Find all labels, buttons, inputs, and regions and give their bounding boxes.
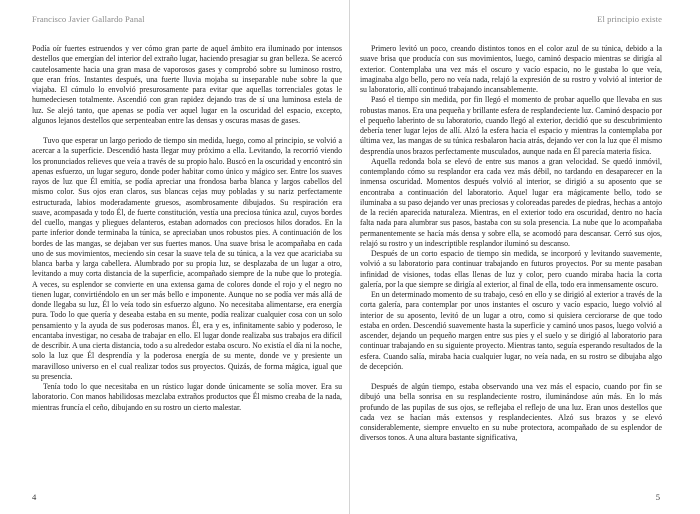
right-page [350, 0, 700, 514]
left-page-body [32, 44, 342, 489]
paragraph: Pasó el tiempo sin medida, por fin llegó el momento de probar aquello que llevaba en sus robustas manos. Era una pequeña y brillante esfera de resplandeciente luz. Caminó despacio por el pequeño laberinto de su laboratorio, cuando llegó al exterior, decidió que su descubrimiento debería tener lugar lejos de allí. Alzó la esfera hacia el espacio y mientras la contemplaba por última vez, las mangas de su túnica resbalaron hacia atrás, dejando ver con la luz que él mismo desprendía unos brazos perfectamente musculados, aunque nada en Él parecía materia física. [360, 95, 662, 156]
paragraph: Aquella redonda bola se elevó de entre sus manos a gran velocidad. Se quedó inmóvil, contemplando cómo su resplandor era cada vez más débil, no tardando en desaparecer en la inmensa oscuridad. Momentos después volvió al interior, se dirigió a su aposento que se encontraba a continuación del laboratorio. Aquel lugar era mágicamente bello, todo se iluminaba a su paso dejando ver unas preciosas y coloreadas paredes de piedras, hechas a antojo de la recién aparecida naturaleza. Mientras, en el exterior todo era oscuridad, dentro no hacía falta nada para alumbrar sus pasos, bastaba con su sola presencia. La nube que lo acompañaba permanentemente se hacía más densa y sobre ella, se acomodó para descansar. Cerró sus ojos, relajó su rostro y un indescriptible resplandor iluminó su descanso. [360, 156, 662, 248]
page-number: 5 [655, 492, 660, 502]
paragraph: Después de algún tiempo, estaba observando una vez más el espacio, cuando por fin se dibujó una bella sonrisa en su resplandeciente rostro, iluminándose aún más. En lo más profundo de las pupilas de sus ojos, se reflejaba el reflejo de una luz. Eran unos destellos que cada vez se hacían más extensos y resplandecientes. Alzó sus brazos y se elevó considerablemente, siempre envuelto en su nube protectora, acompañado de su esplendor de diversos tonos. A una altura bastante significativa, [360, 382, 662, 443]
running-head-title: El principio existe [597, 14, 662, 24]
page-number: 4 [32, 492, 37, 502]
paragraph: En un determinado momento de su trabajo, cesó en ello y se dirigió al exterior a través de la corta galería, para contemplar por unos instantes el oscuro y vacío espacio, luego volvió al interior de su aposento, levitó de un lugar a otro, como si quisiera cerciorarse de que todo estaba en orden. Descendió suavemente hasta la superficie y caminó unos pasos, luego volvió a ascender, dejando un pequeño margen entre sus pies y el suelo y se dirigió al laboratorio para continuar trabajando en su siguiente proyecto. Mientras tanto, seguía esperando resultados de la esfera. Cuando salía, miraba hacia cualquier lugar, no veía nada, en su rostro se dibujaba algo de decepción. [360, 290, 662, 371]
paragraph: Tenía todo lo que necesitaba en un rústico lugar donde únicamente se solía mover. Era su laboratorio. Con manos habilidosas mezclaba extraños productos que Él mismo creaba de la nada, mientras fruncía el ceño, dibujando en su rostro un cierto malestar. [32, 382, 342, 412]
paragraph: Primero levitó un poco, creando distintos tonos en el color azul de su túnica, debido a la suave brisa que producía con sus movimientos, luego, caminó despacio mientras se dirigía al exterior. Contemplaba una vez más el oscuro y vacío espacio, no le gustaba lo que veía, imaginaba algo bello, pero no veía nada, relajó la expresión de su rostro y volvió al interior de su laboratorio, allí continuó trabajando incansablemente. [360, 44, 662, 94]
paragraph: Tuvo que esperar un largo periodo de tiempo sin medida, luego, como al principio, se volvió a acercar a la superficie. Descendió hasta llegar muy próximo a ella. Levitando, la recorrió viendo los pronunciados relieves que veía a través de su propio halo. Buscó en la oscuridad y encontró sin apenas esfuerzo, un lugar seguro, donde poder habitar como único y mágico ser. Entre los suaves rayos de luz que Él emitía, se podía apreciar una frondosa barba blanca y largos cabellos del mismo color. Sus ojos eran claros, sus blancas cejas muy pobladas y su nariz perfectamente estructurada, labios moderadamente gruesos, asombrosamente dibujados. Su respiración era suave, acompasada y todo Él, de fuerte constitución, vestía una preciosa túnica azul, cuyos bordes del cuello, mangas y pliegues delanteros, estaban adornados con preciosos hilos dorados. En la parte inferior donde terminaba la túnica, se apreciaban unos robustos pies. A continuación de los bordes de las mangas, se dejaban ver sus fuertes manos. Una suave brisa le acompañaba en cada uno de sus movimientos, meciendo sin cesar la suave tela de su túnica, a la vez que acariciaba su blanca barba y larga cabellera. Alumbrado por su propia luz, se desplazaba de un lugar a otro, levitando a muy corta distancia de la superficie, acompañado siempre de la nube que lo protegía. A veces, su esplendor se convierte en una extensa gama de colores donde el rojo y el negro no tienen lugar, convirtiéndolo en un ser más bello e imponente. Aunque no se podía ver más allá de donde llegaba su luz, Él lo veía todo sin esfuerzo alguno. No necesitaba alimentarse, era energía pura. Todo lo que quería y deseaba estaba en su mente, podía realizar cualquier cosa con un solo pensamiento y la ayuda de sus poderosas manos. Él, era y es, infinitamente sabio y poderoso, le encantaba investigar, no cesaba de trabajar en ello. El lugar donde realizaba sus trabajos era difícil de describir. A una cierta distancia, todo a su alrededor estaba oscuro. No existía el día ni la noche, solo la luz que Él desprendía y la poderosa energía de su mente, donde ve y presiente un maravilloso universo en el cual realizar todos sus proyectos. Quizás, de forma mágica, igual que su presencia. [32, 136, 342, 381]
paragraph: Podía oír fuertes estruendos y ver cómo gran parte de aquel ámbito era iluminado por intensos destellos que emergían del interior del extraño lugar, haciendo presagiar su gran belleza. Se acercó cautelosamente hacia una gran masa de vaporosos gases y comprobó sobre su luminoso rostro, que eran fríos. Instantes después, una fuerte lluvia mojaba su inseparable nube sobre la que viajaba. El cúmulo lo envolvió presurosamente para evitar que aquellas torrenciales gotas le humedeciesen totalmente. Ascendió con gran rapidez dejando tras de sí una luminosa estela de luz. Se alejó tanto, que apenas se podía ver aquel lugar en la oscuridad del espacio, excepto, algunos lejanos destellos que serpenteaban entre las densas y oscuras masas de gases. [32, 44, 342, 125]
right-page-body [360, 44, 662, 484]
running-head-author: Francisco Javier Gallardo Panal [32, 14, 145, 24]
paragraph: Después de un corto espacio de tiempo sin medida, se incorporó y levitando suavemente, volvió a su laboratorio para continuar trabajando en futuros proyectos. Por su mente pasaban infinidad de visiones, todas ellas llenas de luz y color, pero cuando miraba hacia la corta galería, por la que siempre se dirigía al exterior, al final de ella, todo era inmensamente oscuro. [360, 249, 662, 289]
